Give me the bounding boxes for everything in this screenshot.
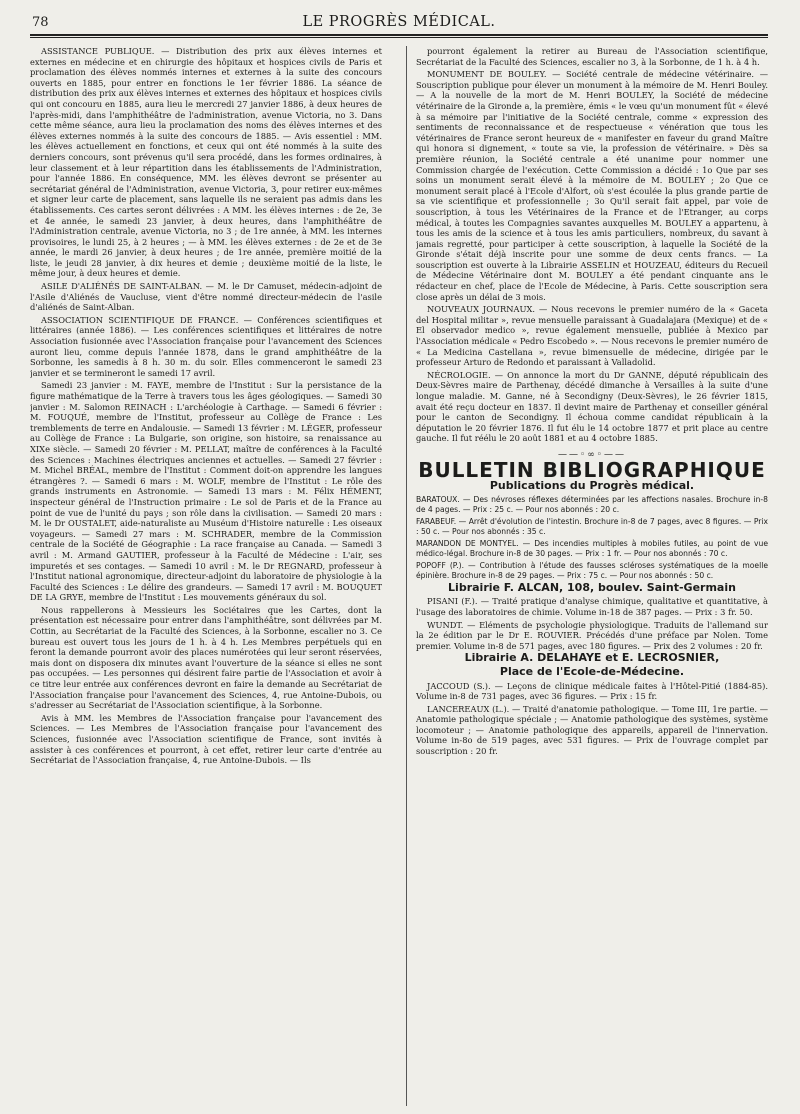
column-divider	[406, 46, 407, 1106]
subhead-delahaye-address: Place de l'Ecole-de-Médecine.	[499, 664, 685, 678]
paragraph-conferences-list: Samedi 23 janvier : M. FAYE, membre de l'Institut : Sur la persistance de la figure mathématique de la Terre à travers tous les âges géologiques. — Samedi 30 janvier : M. Salomon REINACH : L'archéologie à Carthage. — Samedi 6 février : M. FOUQUÉ, membre de l'Institut, professeur au Collège de France : Les tremblements de terre en Andalousie. — Samedi 13 février : M. LÉGER, professeur au Collège de France : La Bulgarie, son origine, son histoire, sa renaissance au XIXe siècle. — Samedi 20 février : M. PELLAT, maître de conférences à la Faculté des Sciences : Machines électriques anciennes et actuelles. — Samedi 27 février : M. Michel BRÉAL, membre de l'Institut : Comment doit-on apprendre les langues étrangères ?. — Samedi 6 mars : M. WOLF, membre de l'Institut : Le rôle des grands instruments en Astronomie. — Samedi 13 mars : M. Félix HÉMENT, inspecteur général de l'Instruction primaire : Le sol de Paris et de la France au point de vue de l'unité du pays ; son rôle dans la civilisation. — Samedi 20 mars : M. le Dr OUSTALET, aide-naturaliste au Muséum d'Histoire naturelle : Les oiseaux voyageurs. — Samedi 27 mars : M. SCHRADER, membre de la Commission centrale de la Société de Géographie : La race française au Canada. — Samedi 3 avril : M. Armand GAUTIER, professeur à la Faculté de Médecine : L'air, ses impuretés et ses contages. — Samedi 10 avril : M. le Dr REGNARD, professeur à l'Institut national agronomique, directeur-adjoint du laboratoire de physiologie à la Faculté des Sciences : Le délire des grandeurs. — Samedi 17 avril : M. BOUQUET DE LA GRYE, membre de l'Institut : Les mouvements généraux du sol.	[30, 380, 382, 603]
paragraph-cartes: Nous rappellerons à Messieurs les Sociétaires que les Cartes, dont la présentation est nécessaire pour entrer dans l'amphithéâtre, sont délivrées par M. Cottin, au Secrétariat de la Faculté des Sciences, à la Sorbonne, escalier no 3. Ce bureau est ouvert tous les jours de 1 h. à 4 h. Les Membres perpétuels qui en feront la demande pourront avoir des places numérotées qui leur seront réservées, mais dont on disposera dix minutes avant l'ouverture de la séance si elles ne sont pas occupées. — Les personnes qui désirent faire partie de l'Association et avoir à ce titre leur entrée aux conférences devront en faire la demande au Secrétariat de l'Association française pour l'avancement des Sciences, 4, rue Antoine-Dubois, ou s'adresser au Secrétariat de l'Association scientifique, à la Sorbonne.	[30, 604, 382, 711]
subhead-publications: Publications du Progrès médical.	[489, 479, 695, 493]
ornament-divider: ——◦∞◦——	[557, 449, 627, 460]
publication-entry: POPOFF (P.). — Contribution à l'étude des fausses scléroses systématiques de la moelle épinière. Brochure in-8 de 29 pages. — Prix : 75 c. — Pour nos abonnés : 50 c.	[416, 560, 768, 580]
subhead-librairie-delahaye: Librairie A. DELAHAYE et E. LECROSNIER,	[464, 651, 720, 665]
paragraph-monument-bouley: MONUMENT DE BOULEY. — Société centrale de médecine vétérinaire. — Souscription publique pour élever un monument à la mémoire de M. Henri Bouley. — A la nouvelle de la mort de M. Henri BOULEY, la Société de médecine vétérinaire de la Gironde a, la première, émis « le vœu qu'un monument fût « élevé à sa mémoire par l'initiative de la Société centrale, comme « expression des sentiments de reconnaissance et de respectueuse « vénération que tous les vétérinaires de France seront heureux de « manifester en faveur du grand Maître qui honora si dignement, « toute sa vie, la profession de vétérinaire. » Dès sa première réunion, la Société centrale a été unanime pour nommer une Commission chargée de l'exécution. Cette Commission a décidé : 1o Que par ses soins un monument serait élevé à la mémoire de M. BOULEY ; 2o Que ce monument serait placé à l'Ecole d'Alfort, où s'est écoulée la plus grande partie de sa vie scientifique et professionnelle ; 3o Qu'il serait fait appel, par voie de souscription, à tous les Vétérinaires de la France et de l'Etranger, au corps médical, à toutes les Compagnies savantes auxquelles M. BOULEY a appartenu, à tous les amis de la science et à tous les amis particuliers, nombreux, du savant à jamais regretté, pour participer à cette souscription, à laquelle la Société de la Gironde s'était déjà inscrite pour une somme de deux cents francs. — La souscription est ouverte à la Librairie ASSELIN et HOUZEAU, éditeurs du Recueil de Médecine Vétérinaire dont M. BOULEY a été pendant cinquante ans le rédacteur en chef, place de l'Ecole de Médecine, à Paris. Cette souscription sera close après un délai de 3 mois.	[416, 69, 768, 302]
publication-entry: FARABEUF. — Arrêt d'évolution de l'intestin. Brochure in-8 de 7 pages, avec 8 figures. — Prix : 50 c. — Pour nos abonnés : 35 c.	[416, 516, 768, 536]
paragraph-nouveaux-journaux: NOUVEAUX JOURNAUX. — Nous recevons le premier numéro de la « Gaceta del Hospital militar », revue mensuelle paraissant à Guadalajara (Mexique) et de « El observador medico », revue également mensuelle, publiée à Mexico par l'Association médicale « Pedro Escobedo ». — Nous recevons le premier numéro de « La Medicina Castellana », revue bimensuelle de médecine, dirigée par le professeur Arturo de Redondo et paraissant à Valladolid.	[416, 304, 768, 368]
header-rule-thin	[30, 37, 768, 38]
right-column	[416, 46, 768, 1106]
page-number: 78	[32, 15, 49, 30]
header-rule	[30, 34, 768, 36]
page-header	[30, 14, 768, 34]
paragraph-avis-membres: Avis à MM. les Membres de l'Association française pour l'avancement des Sciences. — Les Membres de l'Association française pour l'avancement des Sciences, fusionnée avec l'Association scientifique de France, sont invités à assister à ces conférences et pourront, à cet effet, retirer leur carte d'entrée au Secrétariat de l'Association française, 4, rue Antoine-Dubois. — Ils	[30, 712, 382, 766]
publication-entry: MARANDON DE MONTYEL. — Des incendies multiples à mobiles futiles, au point de vue médico-légal. Brochure in-8 de 30 pages. — Prix : 1 fr. — Pour nos abonnés : 70 c.	[416, 538, 768, 558]
paragraph-assistance-publique: ASSISTANCE PUBLIQUE. — Distribution des prix aux élèves internes et externes en médecine et en chirurgie des hôpitaux et hospices civils de Paris et proclamation des élèves nommés internes et externes à la suite des concours ouverts en 1885, pour entrer en fonctions le 1er février 1886. La séance de distribution des prix aux élèves internes et externes des hôpitaux et hospices civils qui ont concouru en 1885, aura lieu le mercredi 27 janvier 1886, à deux heures de l'après-midi, dans l'amphithéâtre de l'administration, avenue Victoria, no 3. Dans cette même séance, aura lieu la proclamation des noms des élèves internes et des élèves externes nommés à la suite des concours de 1885. — Avis essentiel : MM. les élèves actuellement en fonctions, et ceux qui ont été nommés à la suite des derniers concours, sont prévenus qu'il sera procédé, dans les formes ordinaires, à leur classement et à leur répartition dans les établissements de l'Administration, pour l'année 1886. En conséquence, MM. les élèves devront se présenter au secrétariat général de l'Administration, avenue Victoria, 3, pour retirer eux-mêmes et signer leur carte de placement, sans laquelle ils ne seraient pas admis dans les établissements. Ces cartes seront délivrées : A MM. les élèves internes : de 2e, 3e et 4e année, le samedi 23 janvier, à deux heures, dans l'amphithéâtre de l'Administration centrale, avenue Victoria, no 3 ; de 1re année, à MM. les internes provisoires, le lundi 25, à 2 heures ; — à MM. les élèves externes : de 2e et de 3e année, le mardi 26 janvier, à deux heures ; de 1re année, première moitié de la liste, le jeudi 28 janvier, à dix heures et demie ; deuxième moitié de la liste, le même jour, à deux heures et demie.	[30, 46, 382, 279]
running-title: LE PROGRÈS MÉDICAL.	[302, 14, 496, 30]
delahaye-entry: JACCOUD (S.). — Leçons de clinique médicale faites à l'Hôtel-Pitié (1884-85). Volume in-8 de 731 pages, avec 36 figures. — Prix : 15 fr.	[416, 680, 768, 702]
alcan-entry: WUNDT. — Eléments de psychologie physiologique. Traduits de l'allemand sur la 2e édition par le Dr E. ROUVIER. Précédés d'une préface par Nolen. Tome premier. Volume in-8 de 571 pages, avec 180 figures. — Prix des 2 volumes : 20 fr.	[416, 619, 768, 651]
left-column	[30, 46, 382, 1106]
paragraph-asile-saint-alban: ASILE D'ALIÉNÉS DE SAINT-ALBAN. — M. le Dr Camuset, médecin-adjoint de l'Asile d'Aliénés de Vaucluse, vient d'être nommé directeur-médecin de l'asile d'aliénés de Saint-Alban.	[30, 281, 382, 313]
paragraph-necrologie: NÉCROLOGIE. — On annonce la mort du Dr GANNE, député républicain des Deux-Sèvres maire de Parthenay, décédé dimanche à Versailles à la suite d'une longue maladie. M. Ganne, né à Secondigny (Deux-Sèvres), le 26 février 1815, avait été reçu docteur en 1837. Il devint maire de Parthenay et conseiller général pour le canton de Secondigny. Il échoua comme candidat républicain à la députation le 20 février 1876. Il fut élu le 14 octobre 1877 et prit place au centre gauche. Il fut réélu le 20 août 1881 et au 4 octobre 1885.	[416, 369, 768, 444]
delahaye-entry: LANCEREAUX (L.). — Traité d'anatomie pathologique. — Tome III, 1re partie. — Anatomie pathologique spéciale ; — Anatomie pathologique des systèmes, système locomoteur ; — Anatomie pathologique des appareils, appareil de l'innervation. Volume in-8o de 519 pages, avec 531 figures. — Prix de l'ouvrage complet par souscription : 20 fr.	[416, 703, 768, 757]
subhead-librairie-alcan: Librairie F. ALCAN, 108, boulev. Saint-Germain	[448, 580, 736, 594]
paragraph-continuation: pourront également la retirer au Bureau de l'Association scientifique, Secrétariat de la Faculté des Sciences, escalier no 3, à la Sorbonne, de 1 h. à 4 h.	[416, 46, 768, 67]
alcan-entry: PISANI (F.). — Traité pratique d'analyse chimique, qualitative et quantitative, à l'usage des laboratoires de chimie. Volume in-18 de 387 pages. — Prix : 3 fr. 50.	[416, 596, 768, 617]
paragraph-association-scientifique: ASSOCIATION SCIENTIFIQUE DE FRANCE. — Conférences scientifiques et littéraires (année 1886). — Les conférences scientifiques et littéraires de notre Association fusionnée avec l'Association française pour l'avancement des Sciences auront lieu, comme depuis l'année 1878, dans le grand amphithéâtre de la Sorbonne, les samedis à 8 h. 30 m. du soir. Elles commenceront le samedi 23 janvier et se termineront le samedi 17 avril.	[30, 314, 382, 378]
publication-entry: BARATOUX. — Des névroses réflexes déterminées par les affections nasales. Brochure in-8 de 4 pages. — Prix : 25 c. — Pour nos abonnés : 20 c.	[416, 494, 768, 514]
bulletin-title: BULLETIN BIBLIOGRAPHIQUE	[418, 457, 766, 482]
